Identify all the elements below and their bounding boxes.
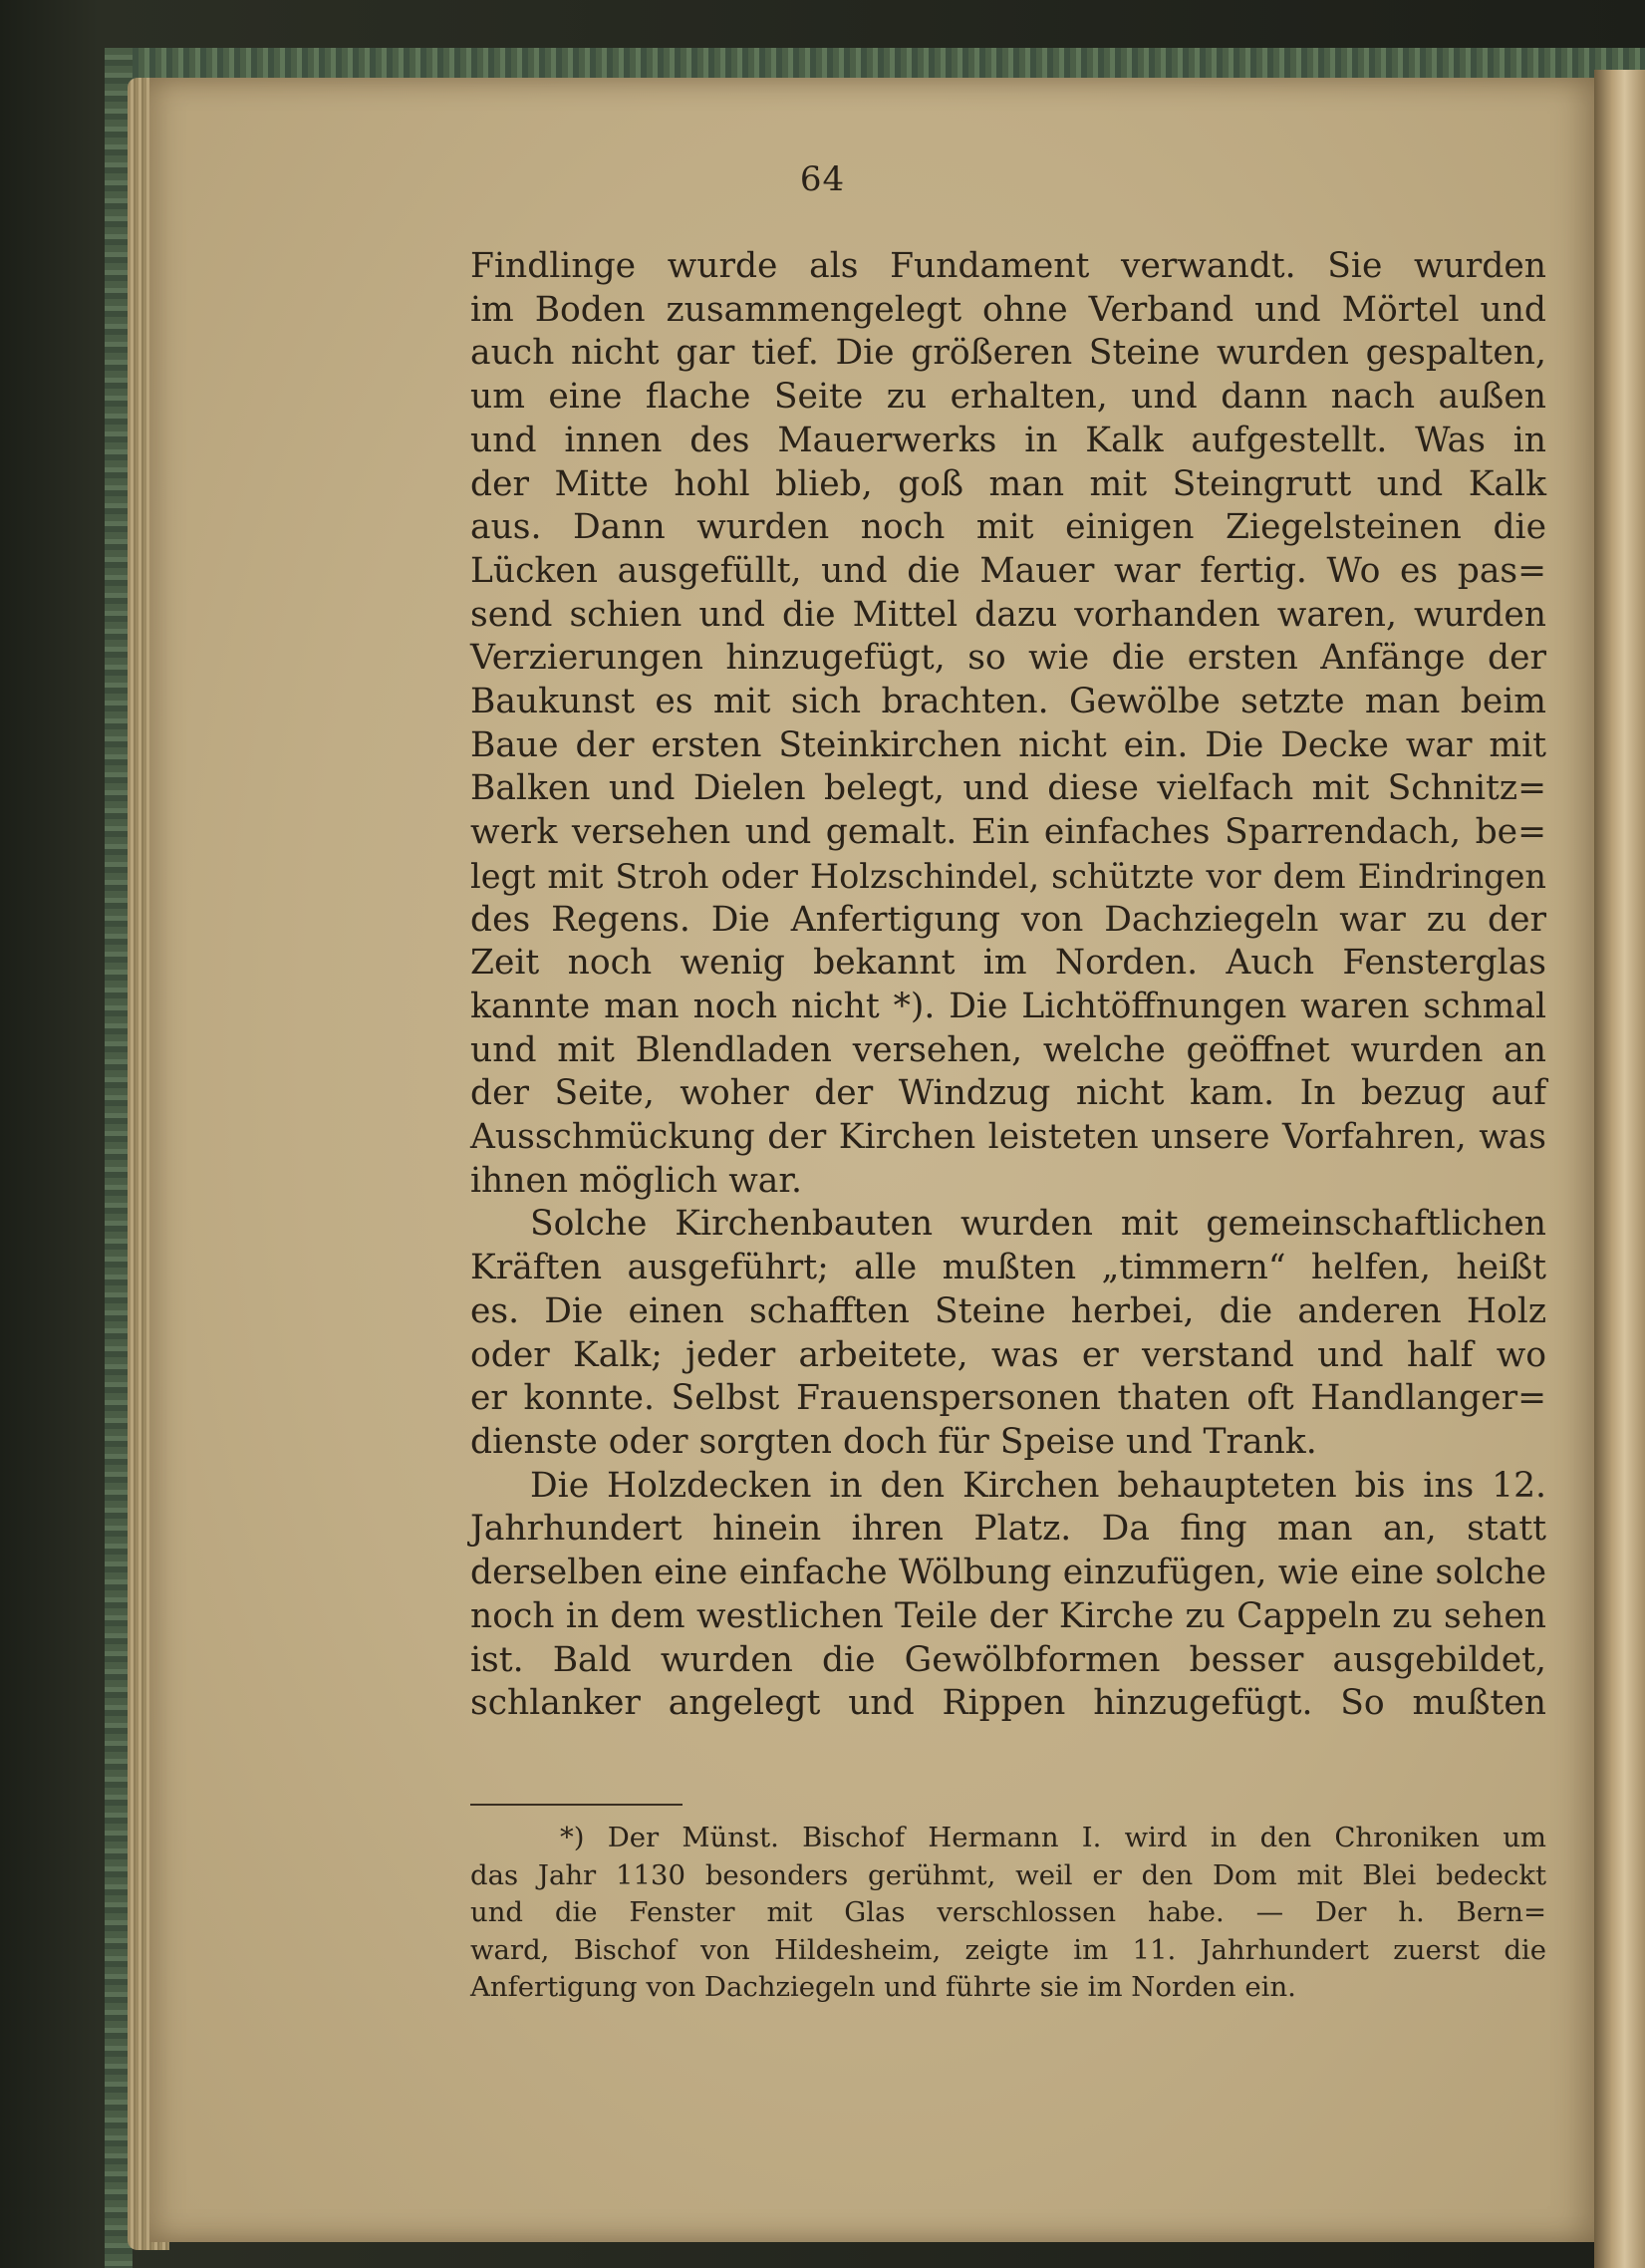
text-line: Baukunst es mit sich brachten. Gewölbe setzte man beim (470, 682, 1546, 722)
footnote-line: ward, Bischof von Hildesheim, zeigte im 11. Jahrhundert zuerst die (470, 1933, 1546, 1966)
text-line: es. Die einen schafften Steine herbei, die anderen Holz (470, 1290, 1546, 1331)
text-line: ist. Bald wurden die Gewölbformen besser ausgebildet, (470, 1639, 1546, 1680)
text-line: Jahrhundert hinein ihren Platz. Da fing man an, statt (470, 1509, 1546, 1550)
text-line: legt mit Stroh oder Holzschindel, schützte vor dem Eindringen (470, 856, 1546, 896)
body-text (470, 245, 1546, 1726)
text-line: Die Holzdecken in den Kirchen behaupteten bis ins 12. (530, 1465, 1546, 1506)
book-gutter (1594, 70, 1645, 2268)
text-line: aus. Dann wurden noch mit einigen Ziegelsteinen die (470, 507, 1546, 548)
text-line: auch nicht gar tief. Die größeren Steine wurden gespalten, (470, 333, 1546, 374)
text-line: noch in dem westlichen Teile der Kirche zu Cappeln zu sehen (470, 1595, 1546, 1636)
text-line: um eine flache Seite zu erhalten, und dann nach außen (470, 377, 1546, 418)
text-line: der Mitte hohl blieb, goß man mit Steingrutt und Kalk (470, 463, 1546, 504)
text-line: schlanker angelegt und Rippen hinzugefügt. So mußten (470, 1683, 1546, 1724)
footnote (470, 1820, 1546, 2007)
text-line: werk versehen und gemalt. Ein einfaches Sparrendach, be= (470, 812, 1546, 853)
text-line: Solche Kirchenbauten wurden mit gemeinschaftlichen (530, 1204, 1546, 1245)
text-line: dienste oder sorgten doch für Speise und Trank. (470, 1421, 1317, 1462)
text-line: send schien und die Mittel dazu vorhanden waren, wurden (470, 594, 1546, 635)
text-line: und mit Blendladen versehen, welche geöffnet wurden an (470, 1029, 1546, 1070)
text-line: Findlinge wurde als Fundament verwandt. Sie wurden (470, 246, 1546, 286)
text-line: im Boden zusammengelegt ohne Verband und Mörtel und (470, 289, 1546, 330)
text-line: der Seite, woher der Windzug nicht kam. In bezug auf (470, 1073, 1546, 1114)
text-line: Baue der ersten Steinkirchen nicht ein. Die Decke war mit (470, 724, 1546, 765)
footnote-line: und die Fenster mit Glas verschlossen habe. — Der h. Bern= (470, 1896, 1546, 1928)
text-line: und innen des Mauerwerks in Kalk aufgestellt. Was in (470, 420, 1546, 460)
text-line: ihnen möglich war. (470, 1160, 802, 1201)
text-line: derselben eine einfache Wölbung einzufügen, wie eine solche (470, 1553, 1546, 1593)
text-line: des Regens. Die Anfertigung von Dachziegeln war zu der (470, 899, 1546, 940)
book-cover-top-edge (105, 48, 1645, 82)
footnote-separator (470, 1804, 683, 1806)
text-line: er konnte. Selbst Frauenspersonen thaten oft Handlanger= (470, 1378, 1546, 1419)
text-line: Balken und Dielen belegt, und diese vielfach mit Schnitz= (470, 768, 1546, 809)
text-line: kannte man noch nicht *). Die Lichtöffnungen waren schmal (470, 986, 1546, 1026)
footnote-line: Anfertigung von Dachziegeln und führte sie im Norden ein. (470, 1971, 1296, 2003)
footnote-line: das Jahr 1130 besonders gerühmt, weil er den Dom mit Blei bedeckt (470, 1858, 1546, 1891)
text-line: oder Kalk; jeder arbeitete, was er verstand und half wo (470, 1334, 1546, 1375)
text-line: Kräften ausgeführt; alle mußten „timmern“ helfen, heißt (470, 1248, 1546, 1288)
text-line: Verzierungen hinzugefügt, so wie die ersten Anfänge der (470, 638, 1546, 679)
text-line: Ausschmückung der Kirchen leisteten unsere Vorfahren, was (470, 1117, 1546, 1158)
text-line: Zeit noch wenig bekannt im Norden. Auch Fensterglas (470, 943, 1546, 984)
page-number: 64 (799, 159, 846, 199)
footnote-line: *) Der Münst. Bischof Hermann I. wird in den Chroniken um (560, 1822, 1546, 1853)
text-line: Lücken ausgefüllt, und die Mauer war fertig. Wo es pas= (470, 550, 1546, 591)
